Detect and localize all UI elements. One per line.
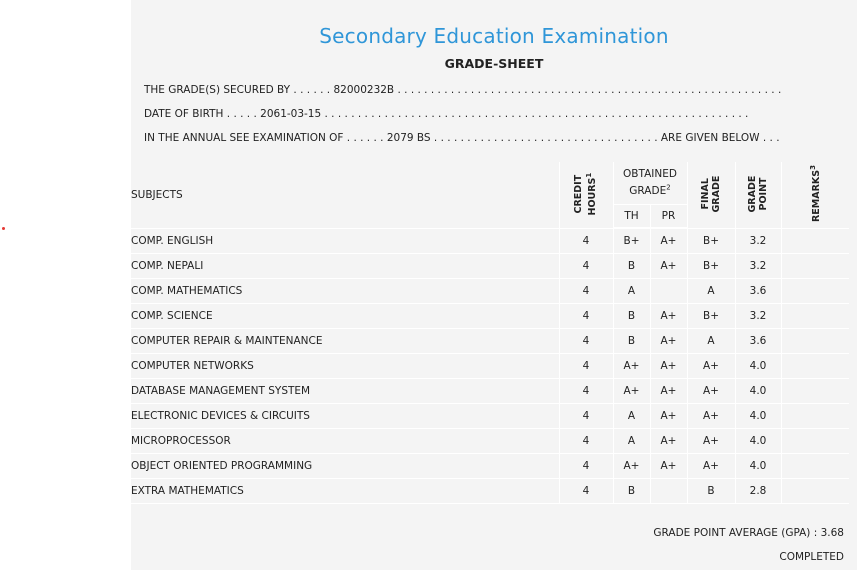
final-grade-cell: A+ — [687, 454, 735, 479]
table-header-row — [131, 162, 849, 205]
credit-cell: 4 — [559, 329, 613, 354]
final-grade-cell: A+ — [687, 429, 735, 454]
remarks-cell — [781, 379, 849, 404]
grade-sheet — [131, 0, 857, 570]
final-grade-cell: A — [687, 279, 735, 304]
pr-cell — [650, 279, 687, 304]
remarks-cell — [781, 404, 849, 429]
remarks-cell — [781, 254, 849, 279]
grade-point-cell: 4.0 — [735, 354, 781, 379]
exam-title: Secondary Education Examination — [319, 24, 669, 48]
grade-point-cell: 3.6 — [735, 279, 781, 304]
subject-cell: COMP. SCIENCE — [131, 304, 559, 329]
credit-cell: 4 — [559, 304, 613, 329]
table-row — [131, 329, 849, 354]
th-cell: A+ — [613, 379, 650, 404]
pr-cell — [650, 479, 687, 504]
pr-cell: A+ — [650, 329, 687, 354]
th-cell: A+ — [613, 454, 650, 479]
final-grade-cell: A — [687, 329, 735, 354]
header-credit-hours: CREDIT HOURS$^1$ — [559, 162, 613, 228]
credit-cell: 4 — [559, 479, 613, 504]
pr-cell: A+ — [650, 379, 687, 404]
th-cell: B+ — [613, 228, 650, 254]
subject-cell: DATABASE MANAGEMENT SYSTEM — [131, 379, 559, 404]
grade-point-cell: 4.0 — [735, 404, 781, 429]
subject-cell: ELECTRONIC DEVICES & CIRCUITS — [131, 404, 559, 429]
header-final-grade: FINAL GRADE — [687, 162, 735, 228]
pr-cell: A+ — [650, 304, 687, 329]
student-id-line: THE GRADE(S) SECURED BY . . . . . . 82000232B . . . . . . . . . . . . . . . . . . . . . . . . . . . . . . . . . . . . . . . . . . . . . . . . . . . . . . . . . . — [144, 84, 782, 96]
th-cell: A+ — [613, 354, 650, 379]
subject-cell: MICROPROCESSOR — [131, 429, 559, 454]
credit-cell: 4 — [559, 354, 613, 379]
pr-cell: A+ — [650, 454, 687, 479]
grade-point-cell: 4.0 — [735, 429, 781, 454]
sheet-title: GRADE-SHEET — [444, 56, 544, 71]
table-row — [131, 404, 849, 429]
header-obtained-grade: OBTAINED GRADE$^2$ — [613, 162, 687, 205]
pr-cell: A+ — [650, 429, 687, 454]
pr-cell: A+ — [650, 404, 687, 429]
credit-cell: 4 — [559, 279, 613, 304]
remarks-cell — [781, 354, 849, 379]
grades-table — [131, 162, 849, 504]
pr-cell: A+ — [650, 354, 687, 379]
final-grade-cell: B — [687, 479, 735, 504]
th-cell: B — [613, 304, 650, 329]
grade-point-cell: 2.8 — [735, 479, 781, 504]
table-row — [131, 379, 849, 404]
subject-cell: COMP. MATHEMATICS — [131, 279, 559, 304]
th-cell: B — [613, 254, 650, 279]
credit-cell: 4 — [559, 379, 613, 404]
th-cell: B — [613, 329, 650, 354]
credit-cell: 4 — [559, 228, 613, 254]
dob-line: DATE OF BIRTH . . . . . 2061-03-15 . . . . . . . . . . . . . . . . . . . . . . . . . . . . . . . . . . . . . . . . . . . . . . . . . . . . . . . . . . . . . . . . — [144, 108, 749, 120]
final-grade-cell: A+ — [687, 354, 735, 379]
remarks-cell — [781, 228, 849, 254]
remarks-cell — [781, 479, 849, 504]
th-cell: A — [613, 279, 650, 304]
table-row — [131, 354, 849, 379]
subject-cell: OBJECT ORIENTED PROGRAMMING — [131, 454, 559, 479]
grade-point-cell: 3.2 — [735, 254, 781, 279]
th-cell: B — [613, 479, 650, 504]
grade-point-cell: 3.6 — [735, 329, 781, 354]
table-row — [131, 279, 849, 304]
credit-cell: 4 — [559, 454, 613, 479]
table-row — [131, 454, 849, 479]
final-grade-cell: B+ — [687, 304, 735, 329]
credit-cell: 4 — [559, 254, 613, 279]
grade-point-cell: 3.2 — [735, 228, 781, 254]
final-grade-cell: B+ — [687, 254, 735, 279]
subject-cell: EXTRA MATHEMATICS — [131, 479, 559, 504]
result-status: COMPLETED — [779, 551, 844, 563]
subject-cell: COMP. ENGLISH — [131, 228, 559, 254]
table-row — [131, 479, 849, 504]
header-th: TH — [613, 205, 650, 229]
subject-cell: COMPUTER REPAIR & MAINTENANCE — [131, 329, 559, 354]
table-row — [131, 429, 849, 454]
grade-point-cell: 3.2 — [735, 304, 781, 329]
table-row — [131, 228, 849, 254]
header-subjects: SUBJECTS — [131, 162, 559, 228]
subject-cell: COMP. NEPALI — [131, 254, 559, 279]
remarks-cell — [781, 429, 849, 454]
red-dot-mark — [2, 227, 5, 230]
final-grade-cell: B+ — [687, 228, 735, 254]
header-grade-point: GRADE POINT — [735, 162, 781, 228]
th-cell: A — [613, 404, 650, 429]
exam-year-line: IN THE ANNUAL SEE EXAMINATION OF . . . . . . 2079 BS . . . . . . . . . . . . . . . . . . . . . . . . . . . . . . . . . . ARE GIVEN BELOW . . . — [144, 132, 780, 144]
remarks-cell — [781, 454, 849, 479]
pr-cell: A+ — [650, 254, 687, 279]
header-remarks: REMARKS$^3$ — [781, 162, 849, 228]
grade-point-cell: 4.0 — [735, 454, 781, 479]
remarks-cell — [781, 304, 849, 329]
pr-cell: A+ — [650, 228, 687, 254]
final-grade-cell: A+ — [687, 404, 735, 429]
grade-point-cell: 4.0 — [735, 379, 781, 404]
gpa-summary: GRADE POINT AVERAGE (GPA) : 3.68 — [653, 527, 844, 539]
credit-cell: 4 — [559, 404, 613, 429]
remarks-cell — [781, 279, 849, 304]
subject-cell: COMPUTER NETWORKS — [131, 354, 559, 379]
th-cell: A — [613, 429, 650, 454]
table-row — [131, 254, 849, 279]
final-grade-cell: A+ — [687, 379, 735, 404]
remarks-cell — [781, 329, 849, 354]
table-row — [131, 304, 849, 329]
credit-cell: 4 — [559, 429, 613, 454]
header-pr: PR — [650, 205, 687, 229]
